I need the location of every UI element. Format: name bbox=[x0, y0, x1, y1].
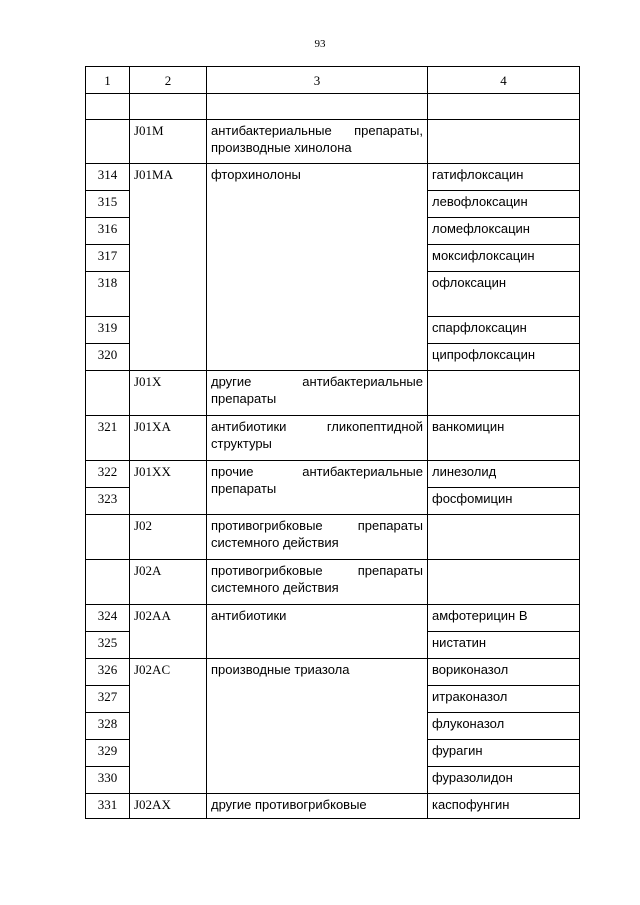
drug-name-cell bbox=[428, 371, 580, 416]
table-row bbox=[86, 120, 580, 164]
atc-code-cell: J02AC bbox=[130, 659, 207, 794]
pharmacological-group-cell: прочие антибактериальные препараты bbox=[207, 461, 428, 515]
pharmacological-group-cell: антибиотики bbox=[207, 605, 428, 659]
table-row bbox=[86, 560, 580, 605]
atc-code-cell: J01MA bbox=[130, 164, 207, 371]
atc-code-cell: J02 bbox=[130, 515, 207, 560]
atc-code-cell: J01M bbox=[130, 120, 207, 164]
row-number-cell bbox=[86, 560, 130, 605]
row-number-cell: 320 bbox=[86, 344, 130, 371]
pharmacological-group-cell: другие противогрибковые bbox=[207, 794, 428, 819]
header-col-2: 2 bbox=[130, 67, 207, 94]
table-row bbox=[86, 164, 580, 191]
row-number-cell: 316 bbox=[86, 218, 130, 245]
table-row bbox=[86, 794, 580, 819]
row-number-cell: 326 bbox=[86, 659, 130, 686]
row-number-cell: 328 bbox=[86, 713, 130, 740]
row-number-cell: 322 bbox=[86, 461, 130, 488]
table-row bbox=[86, 94, 580, 120]
row-number-cell: 331 bbox=[86, 794, 130, 819]
row-number-cell: 318 bbox=[86, 272, 130, 317]
table-row bbox=[86, 461, 580, 488]
header-col-3: 3 bbox=[207, 67, 428, 94]
row-number-cell: 323 bbox=[86, 488, 130, 515]
row-number-cell: 315 bbox=[86, 191, 130, 218]
pharmacological-group-cell bbox=[207, 94, 428, 120]
page-number: 93 bbox=[314, 38, 326, 50]
drug-name-cell bbox=[428, 120, 580, 164]
atc-code-cell: J01XX bbox=[130, 461, 207, 515]
row-number-cell bbox=[86, 94, 130, 120]
drug-name-cell: фурагин bbox=[428, 740, 580, 767]
drug-name-cell: офлоксацин bbox=[428, 272, 580, 317]
drug-name-cell: ципрофлоксацин bbox=[428, 344, 580, 371]
pharmacological-group-cell: противогрибковые препараты системного действия bbox=[207, 515, 428, 560]
atc-code-cell bbox=[130, 94, 207, 120]
drug-name-cell: фосфомицин bbox=[428, 488, 580, 515]
row-number-cell: 324 bbox=[86, 605, 130, 632]
table-row bbox=[86, 515, 580, 560]
drug-name-cell: линезолид bbox=[428, 461, 580, 488]
drug-name-cell: итраконазол bbox=[428, 686, 580, 713]
row-number-cell: 321 bbox=[86, 416, 130, 461]
row-number-cell bbox=[86, 371, 130, 416]
drug-name-cell: вориконазол bbox=[428, 659, 580, 686]
atc-code-cell: J01XA bbox=[130, 416, 207, 461]
table-row bbox=[86, 371, 580, 416]
drug-name-cell: моксифлоксацин bbox=[428, 245, 580, 272]
drug-name-cell: левофлоксацин bbox=[428, 191, 580, 218]
header-col-1: 1 bbox=[86, 67, 130, 94]
table-row bbox=[86, 605, 580, 632]
row-number-cell bbox=[86, 515, 130, 560]
atc-code-cell: J02A bbox=[130, 560, 207, 605]
row-number-cell: 317 bbox=[86, 245, 130, 272]
atc-code-cell: J01X bbox=[130, 371, 207, 416]
drug-name-cell: гатифлоксацин bbox=[428, 164, 580, 191]
pharmacological-group-cell: фторхинолоны bbox=[207, 164, 428, 371]
row-number-cell: 314 bbox=[86, 164, 130, 191]
drug-name-cell: каспофунгин bbox=[428, 794, 580, 819]
drug-name-cell: ломефлоксацин bbox=[428, 218, 580, 245]
table-row bbox=[86, 416, 580, 461]
pharmacological-group-cell: антибиотики гликопептидной структуры bbox=[207, 416, 428, 461]
row-number-cell: 330 bbox=[86, 767, 130, 794]
row-number-cell: 319 bbox=[86, 317, 130, 344]
header-col-4: 4 bbox=[428, 67, 580, 94]
pharmacological-group-cell: антибактериальные препараты, производные хинолона bbox=[207, 120, 428, 164]
atc-code-cell: J02AX bbox=[130, 794, 207, 819]
row-number-cell: 329 bbox=[86, 740, 130, 767]
drug-name-cell: флуконазол bbox=[428, 713, 580, 740]
drug-name-cell: спарфлоксацин bbox=[428, 317, 580, 344]
atc-code-cell: J02AA bbox=[130, 605, 207, 659]
drug-classification-table bbox=[85, 66, 580, 819]
drug-name-cell: ванкомицин bbox=[428, 416, 580, 461]
pharmacological-group-cell: противогрибковые препараты системного действия bbox=[207, 560, 428, 605]
row-number-cell: 327 bbox=[86, 686, 130, 713]
drug-name-cell: амфотерицин B bbox=[428, 605, 580, 632]
row-number-cell: 325 bbox=[86, 632, 130, 659]
drug-name-cell: нистатин bbox=[428, 632, 580, 659]
drug-name-cell bbox=[428, 94, 580, 120]
drug-name-cell bbox=[428, 515, 580, 560]
pharmacological-group-cell: другие антибактериальные препараты bbox=[207, 371, 428, 416]
table-header-row bbox=[86, 67, 580, 94]
drug-name-cell: фуразолидон bbox=[428, 767, 580, 794]
row-number-cell bbox=[86, 120, 130, 164]
table-row bbox=[86, 659, 580, 686]
drug-name-cell bbox=[428, 560, 580, 605]
pharmacological-group-cell: производные триазола bbox=[207, 659, 428, 794]
